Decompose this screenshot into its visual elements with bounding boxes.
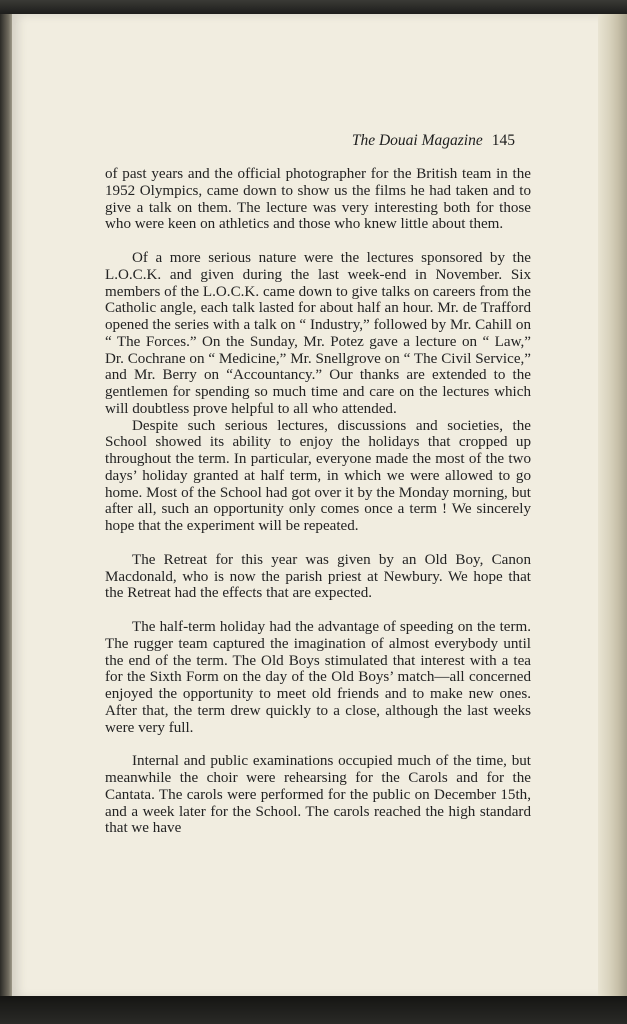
- paragraph: The half-term holiday had the advantage of speeding on the term. The rugger team captured the imagination of almost everybody until the end of the term. The Old Boys stimulated that interest with a tea for the Sixth Form on the day of the Old Boys’ match—all concerned enjoyed the opportunity to meet old friends and to make new ones. After that, the term drew quickly to a close, although the last weeks were very full.: [105, 619, 531, 736]
- paragraph: The Retreat for this year was given by an Old Boy, Canon Macdonald, who is now the parish priest at Newbury. We hope that the Retreat had the effects that are expected.: [105, 551, 531, 602]
- magazine-title: The Douai Magazine: [351, 132, 483, 149]
- paragraph: of past years and the official photographer for the British team in the 1952 Olympics, came down to show us the films he had taken and to give a talk on them. The lecture was very interesting both for those who were keen on athletics and those who knew little about them.: [105, 166, 531, 233]
- running-header: [12, 132, 515, 150]
- book-page: [12, 14, 602, 998]
- paragraph: Despite such serious lectures, discussions and societies, the School showed its ability to enjoy the holidays that cropped up throughout the term. In particular, everyone made the most of the two days’ holiday granted at half term, in which we were allowed to go home. Most of the School had got over it by the Monday morning, but after all, such an opportunity only comes once a term ! We sincerely hope that the experiment will be repeated.: [105, 417, 531, 534]
- paragraph: Internal and public examinations occupied much of the time, but meanwhile the choir were rehearsing for the Carols and for the Cantata. The carols were performed for the public on December 15th, and a week later for the School. The carols reached the high standard that we have: [105, 753, 531, 837]
- page-number: 145: [491, 132, 515, 149]
- paragraph: Of a more serious nature were the lectures sponsored by the L.O.C.K. and given during the last week-end in November. Six members of the L.O.C.K. came down to give talks on careers from the Catholic angle, each talk lasted for about half an hour. Mr. de Trafford opened the series with a talk on “ Industry,” followed by Mr. Cahill on “ The Forces.” On the Sunday, Mr. Potez gave a lecture on “ Law,” Dr. Cochrane on “ Medicine,” Mr. Snellgrove on “ The Civil Service,” and Mr. Berry on “Accountancy.” Our thanks are extended to the gentlemen for spending so much time and care on the lectures which will doubtless prove helpful to all who attended.: [105, 250, 531, 417]
- body-text: [105, 166, 531, 837]
- scan-bottom-border: [0, 996, 627, 1024]
- page-stack-edge: [598, 14, 627, 998]
